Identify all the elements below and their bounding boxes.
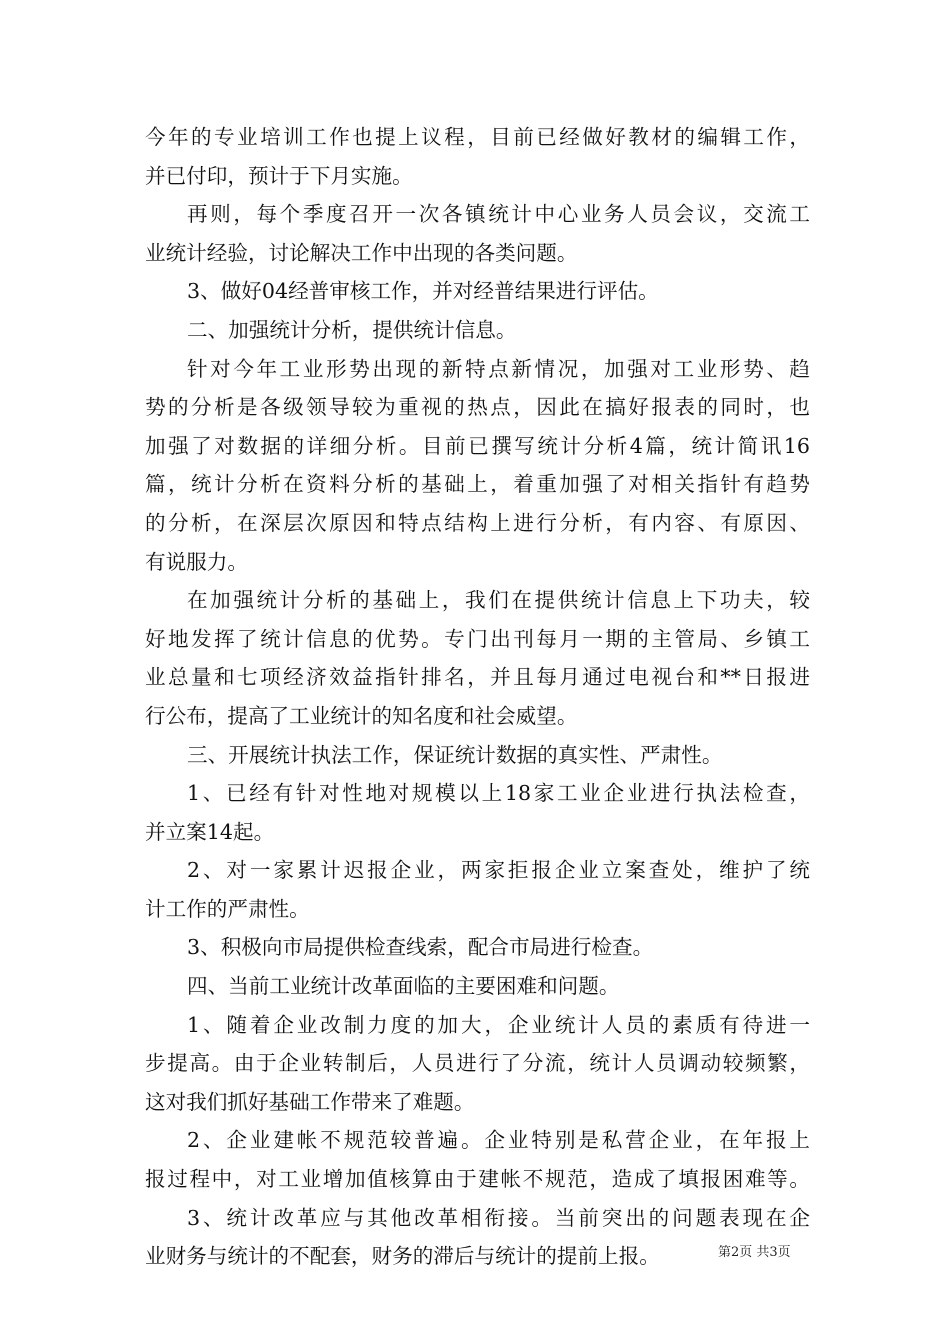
text-line: 业财务与统计的不配套，财务的滞后与统计的提前上报。 bbox=[145, 1244, 660, 1269]
text-line: 在加强统计分析的基础上，我们在提供统计信息上下功夫，较 bbox=[187, 588, 810, 613]
text-line: 这对我们抓好基础工作带来了难题。 bbox=[145, 1089, 475, 1114]
text-line: 报过程中，对工业增加值核算由于建帐不规范，造成了填报困难等。 bbox=[145, 1167, 810, 1192]
text-line: 的分析，在深层次原因和特点结构上进行分析，有内容、有原因、 bbox=[145, 510, 810, 535]
text-line: 行公布，提高了工业统计的知名度和社会威望。 bbox=[145, 703, 578, 728]
text-line: 3、做好04经普审核工作，并对经普结果进行评估。 bbox=[187, 279, 659, 304]
page-number: 第2页 共3页 bbox=[718, 1245, 791, 1260]
section-heading: 三、开展统计执法工作，保证统计数据的真实性、严肃性。 bbox=[187, 742, 723, 767]
section-heading: 四、当前工业统计改革面临的主要困难和问题。 bbox=[187, 974, 620, 999]
text-line: 3、积极向市局提供检查线索，配合市局进行检查。 bbox=[187, 935, 654, 960]
text-line: 2、对一家累计迟报企业，两家拒报企业立案查处，维护了统 bbox=[187, 858, 810, 883]
text-line: 并已付印，预计于下月实施。 bbox=[145, 163, 413, 188]
text-line: 步提高。由于企业转制后，人员进行了分流，统计人员调动较频繁， bbox=[145, 1051, 810, 1076]
text-line: 篇，统计分析在资料分析的基础上，着重加强了对相关指针有趋势 bbox=[145, 472, 810, 497]
text-line: 并立案14起。 bbox=[145, 819, 275, 844]
text-line: 势的分析是各级领导较为重视的热点，因此在搞好报表的同时，也 bbox=[145, 395, 810, 420]
text-line: 今年的专业培训工作也提上议程，目前已经做好教材的编辑工作， bbox=[145, 125, 810, 149]
text-line: 加强了对数据的详细分析。目前已撰写统计分析4篇，统计简讯16 bbox=[145, 433, 810, 458]
text-line: 业总量和七项经济效益指针排名，并且每月通过电视台和**日报进 bbox=[145, 665, 810, 690]
text-line: 2、企业建帐不规范较普遍。企业特别是私营企业，在年报上 bbox=[187, 1128, 810, 1153]
text-line: 针对今年工业形势出现的新特点新情况，加强对工业形势、趋 bbox=[187, 356, 810, 381]
text-line: 1、已经有针对性地对规模以上18家工业企业进行执法检查， bbox=[187, 781, 810, 806]
text-line: 业统计经验，讨论解决工作中出现的各类问题。 bbox=[145, 240, 578, 265]
text-line: 3、统计改革应与其他改革相衔接。当前突出的问题表现在企 bbox=[187, 1205, 810, 1230]
text-line: 1、随着企业改制力度的加大，企业统计人员的素质有待进一 bbox=[187, 1012, 810, 1037]
body-text bbox=[145, 118, 810, 1276]
text-line: 再则，每个季度召开一次各镇统计中心业务人员会议，交流工 bbox=[187, 202, 810, 227]
text-line: 有说服力。 bbox=[145, 549, 248, 574]
text-line: 好地发挥了统计信息的优势。专门出刊每月一期的主管局、乡镇工 bbox=[145, 626, 810, 651]
section-heading: 二、加强统计分析，提供统计信息。 bbox=[187, 317, 517, 342]
text-line: 计工作的严肃性。 bbox=[145, 896, 310, 921]
